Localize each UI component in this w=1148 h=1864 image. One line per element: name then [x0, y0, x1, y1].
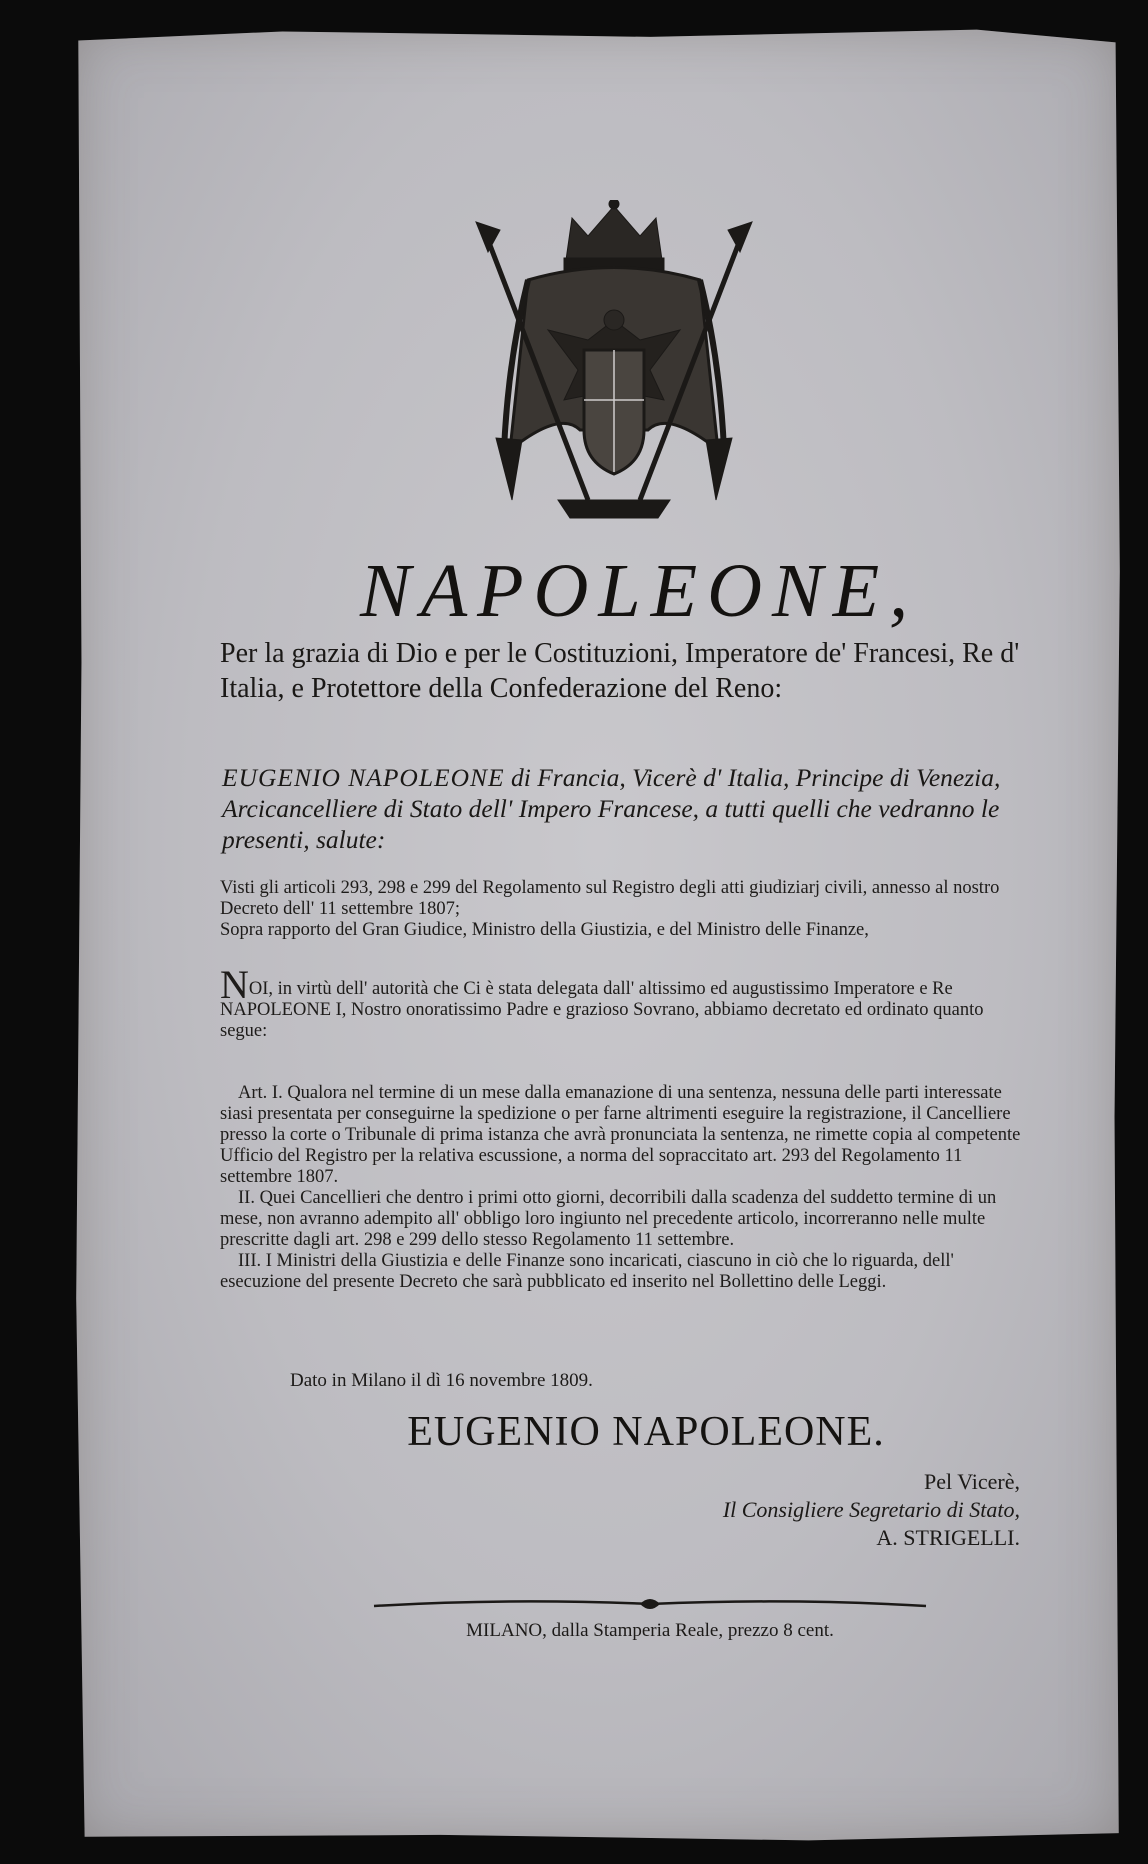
- viceroy-name: EUGENIO NAPOLEONE: [222, 763, 505, 792]
- strigelli-name: A. STRIGELLI.: [876, 1525, 1020, 1550]
- articles: [220, 1083, 1032, 1293]
- article-2: II. Quei Cancellieri che dentro i primi otto giorni, decorribili dalla scadenza del suddetto termine di un mese, non avranno adempito all' obbligo loro ingiunto nel precedente articolo, incorreranno nelle multe prescritte dagli art. 298 e 299 dello stesso Regolamento 11 settembre.: [220, 1188, 997, 1250]
- sopra-line: Sopra rapporto del Gran Giudice, Ministro della Giustizia, e del Ministro delle Finanze,: [220, 920, 869, 940]
- printer-imprint: MILANO, dalla Stamperia Reale, prezzo 8 cent.: [466, 1620, 834, 1641]
- drop-initial: N: [220, 962, 249, 1007]
- ornamental-rule-icon: [370, 1592, 930, 1616]
- signature: EUGENIO NAPOLEONE.: [407, 1409, 885, 1455]
- noi-text: OI, in virtù dell' autorità che Ci è stata delegata dall' altissimo ed augustissimo Imperatore e Re NAPOLEONE I, Nostro onoratissimo Padre e grazioso Sovrano, abbiamo decretato ed ordinato quanto segue:: [220, 979, 984, 1041]
- document-title: NAPOLEONE,: [360, 549, 919, 633]
- viceroy-address: [222, 762, 1052, 855]
- article-1: Art. I. Qualora nel termine di un mese dalla emanazione di una sentenza, nessuna delle parti interessate siasi presentata per conseguirne la spedizione o per farne altrimenti eseguire la registrazione, il Cancelliere presso la corte o Tribunale di prima istanza che avrà pronunciata la sentenza, ne rimette copia al competente Ufficio del Registro per la relativa escussione, a norma del sopraccitato art. 293 del Regolamento 11 settembre 1807.: [220, 1083, 1021, 1187]
- preamble: [220, 878, 1032, 941]
- pel-vicere: Pel Vicerè,: [923, 1469, 1020, 1494]
- article-3: III. I Ministri della Giustizia e delle Finanze sono incaricati, ciascuno in ciò che lo riguarda, dell' esecuzione del presente Decreto che sarà pubblicato ed inserito nel Bollettino delle Leggi.: [220, 1251, 954, 1292]
- noi-paragraph: [220, 962, 1032, 1042]
- viceroy-titles: di Francia, Vicerè d' Italia, Principe di Venezia, Arcicancelliere di Stato dell' Impero Francese, a tutti quelli che vedranno le presenti, salute:: [222, 763, 1001, 854]
- countersignature: [560, 1468, 1020, 1552]
- visti-line: Visti gli articoli 293, 298 e 299 del Regolamento sul Registro degli atti giudiziarj civili, annesso al nostro Decreto dell' 11 settembre 1807;: [220, 878, 1000, 919]
- coat-of-arms-icon: [468, 200, 760, 530]
- consigliere-title: Il Consigliere Segretario di Stato,: [722, 1497, 1020, 1522]
- date-line: Dato in Milano il dì 16 novembre 1809.: [290, 1370, 593, 1391]
- intro-paragraph: Per la grazia di Dio e per le Costituzioni, Imperatore de' Francesi, Re d' Italia, e Protettore della Confederazione del Reno:: [220, 638, 1020, 704]
